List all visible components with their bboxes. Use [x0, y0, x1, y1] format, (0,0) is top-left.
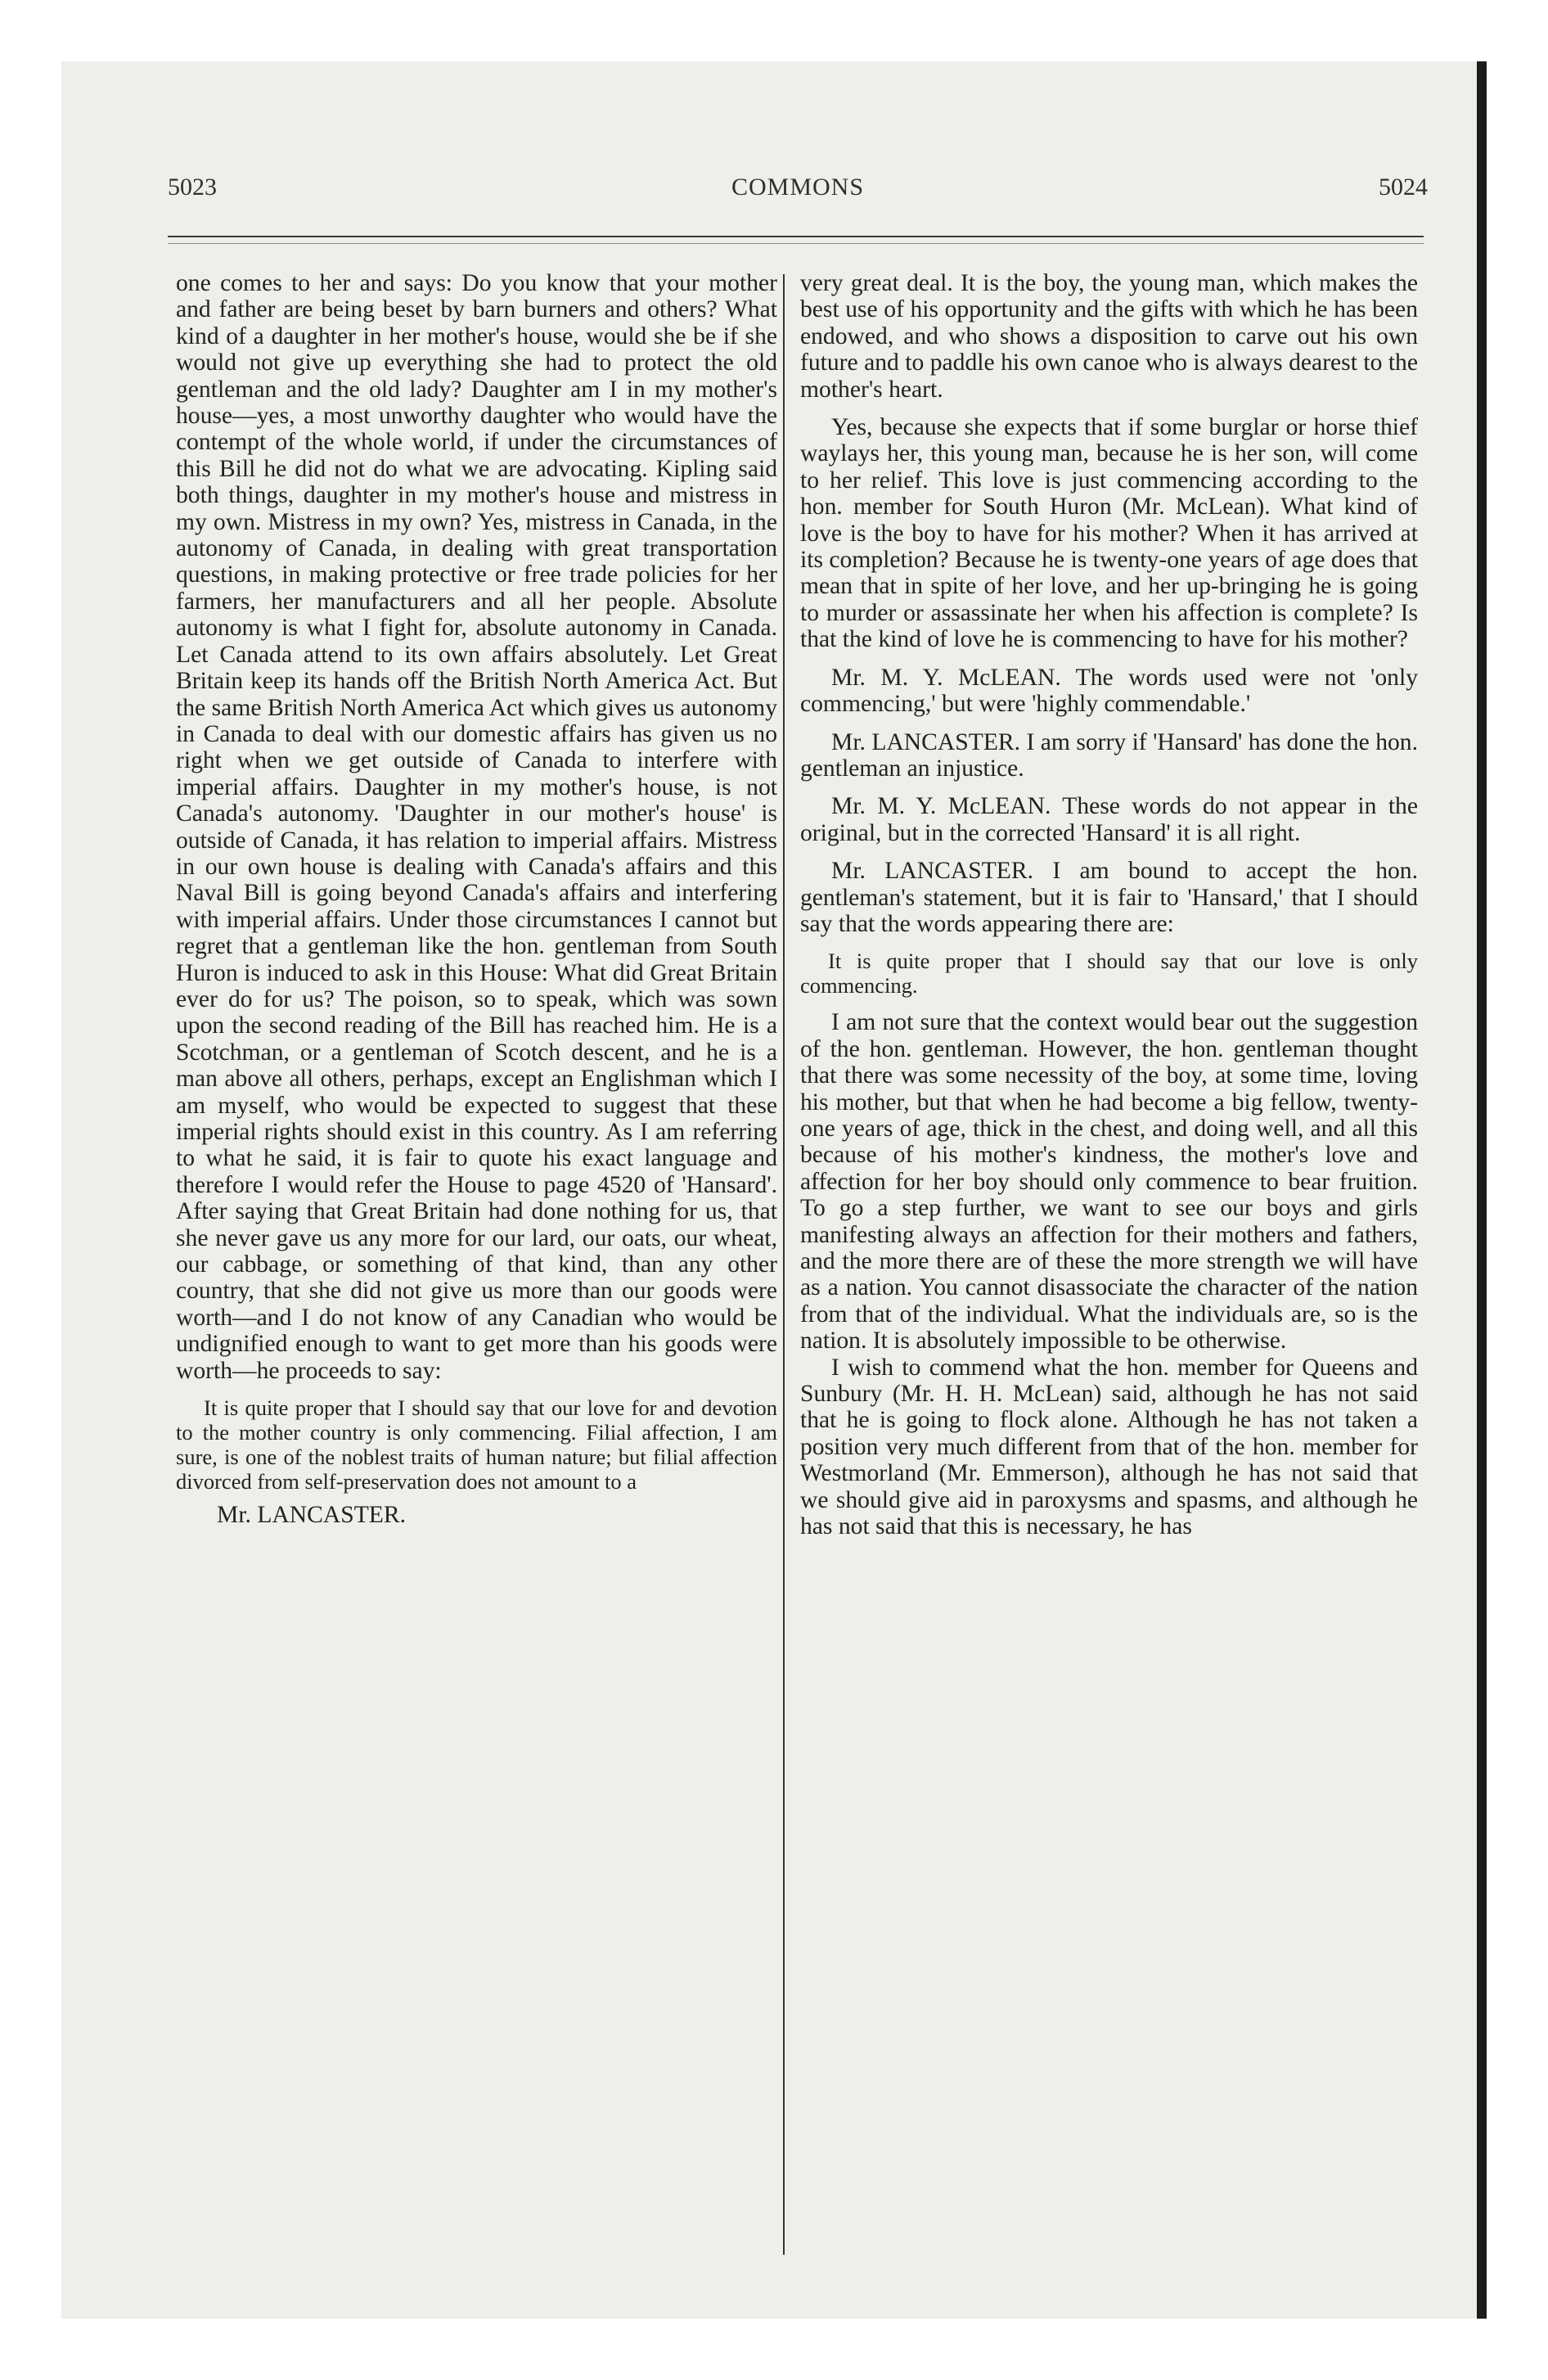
block-quote: It is quite proper that I should say that our love is only commencing. — [800, 949, 1418, 998]
block-quote: It is quite proper that I should say that our love for and devotion to the mother country is only commencing. Filial affection, I am sure, is one of the noblest traits of human nature; but filial affection divorced from self-preservation does not amount to a — [176, 1395, 777, 1494]
paragraph: Mr. M. Y. McLEAN. The words used were not 'only commencing,' but were 'highly commendable.' — [800, 664, 1418, 718]
right-column — [800, 270, 1418, 2259]
running-title: COMMONS — [731, 174, 865, 201]
paragraph: very great deal. It is the boy, the young man, which makes the best use of his opportunity and the gifts with which he has been endowed, and who shows a disposition to carve out his own future and to paddle his own canoe who is always dearest to the mother's heart. — [800, 270, 1418, 403]
paragraph: one comes to her and says: Do you know that your mother and father are being beset by barn burners and others? What kind of a daughter in her mother's house, would she be if she would not give up everything she had to protect the old gentleman and the old lady? Daughter am I in my mother's house—yes, a most unworthy daughter who would have the contempt of the whole world, if under the circumstances of this Bill he did not do what we are advocating. Kipling said both things, daughter in my mother's house and mistress in my own. Mistress in my own? Yes, mistress in Canada, in the autonomy of Canada, in dealing with great transportation questions, in making protective or free trade policies for her farmers, her manufacturers and all her people. Absolute autonomy is what I fight for, absolute autonomy in Canada. Let Canada attend to its own affairs absolutely. Let Great Britain keep its hands off the British North America Act. But the same British North America Act which gives us autonomy in Canada to deal with our domestic affairs has given us no right when we get outside of Canada to interfere with imperial affairs. Daughter in my mother's house, is not Canada's autonomy. 'Daughter in our mother's house' is outside of Canada, it has relation to imperial affairs. Mistress in our own house is dealing with Canada's affairs and this Naval Bill is going beyond Canada's affairs and interfering with imperial affairs. Under those circumstances I cannot but regret that a gentleman like the hon. gentleman from South Huron is induced to ask in this House: What did Great Britain ever do for us? The poison, so to speak, which was sown upon the second reading of the Bill has reached him. He is a Scotchman, or a gentleman of Scotch descent, and he is a man above all others, perhaps, except an Englishman which I am myself, who would be expected to suggest that these imperial rights should exist in this country. As I am referring to what he said, it is fair to quote his exact language and therefore I would refer the House to page 4520 of 'Hansard'. After saying that Great Britain had done nothing for us, that she never gave us any more for our lard, our oats, our wheat, our cabbage, or something of that kind, than any other country, that she did not give us more than our goods were worth—and I do not know of any Canadian who would be undignified enough to want to get more than his goods were worth—he proceeds to say: — [176, 270, 777, 1384]
page-number-right: 5024 — [1379, 174, 1428, 201]
speaker-name: Mr. LANCASTER. — [217, 1502, 407, 1529]
paragraph: I wish to commend what the hon. member for Queens and Sunbury (Mr. H. H. McLean) said, although he has not said that he is going to flock alone. Although he has not taken a position very much different from that of the hon. member for Westmorland (Mr. Emmerson), although he has not said that we should give aid in paroxysms and spasms, and although he has not said that this is necessary, he has — [800, 1354, 1418, 1540]
paragraph: Mr. LANCASTER. I am bound to accept the hon. gentleman's statement, but it is fair to 'Hansard,' that I should say that the words appearing there are: — [800, 858, 1418, 937]
header-rule-thin — [168, 243, 1424, 244]
column-divider — [783, 274, 785, 2255]
paragraph: Mr. M. Y. McLEAN. These words do not appear in the original, but in the corrected 'Hansard' it is all right. — [800, 793, 1418, 846]
page-number-left: 5023 — [168, 174, 217, 201]
page-header — [168, 174, 1428, 206]
paragraph: Yes, because she expects that if some burglar or horse thief waylays her, this young man, because he is her son, will come to her relief. This love is just commencing according to the hon. member for South Huron (Mr. McLean). What kind of love is the boy to have for his mother? When it has arrived at its completion? Because he is twenty-one years of age does that mean that in spite of her love, and her up-bringing he is going to murder or assassinate her when his affection is complete? Is that the kind of love he is commencing to have for his mother? — [800, 414, 1418, 653]
scan-edge — [1477, 61, 1487, 2319]
paragraph: Mr. LANCASTER. I am sorry if 'Hansard' has done the hon. gentleman an injustice. — [800, 728, 1418, 782]
paragraph: I am not sure that the context would bear out the suggestion of the hon. gentleman. However, the hon. gentleman thought that there was some necessity of the boy, at some time, loving his mother, but that when he had become a big fellow, twenty-one years of age, thick in the chest, and doing well, and all this because of his mother's kindness, the mother's love and affection for her boy should only commence to bear fruition. To go a step further, we want to see our boys and girls manifesting always an affection for their mothers and fathers, and the more there are of these the more strength we will have as a nation. You cannot disassociate the character of the nation from that of the individual. What the individuals are, so is the nation. It is absolutely impossible to be otherwise. — [800, 1009, 1418, 1355]
header-rule — [168, 236, 1424, 237]
left-column — [176, 270, 777, 2259]
